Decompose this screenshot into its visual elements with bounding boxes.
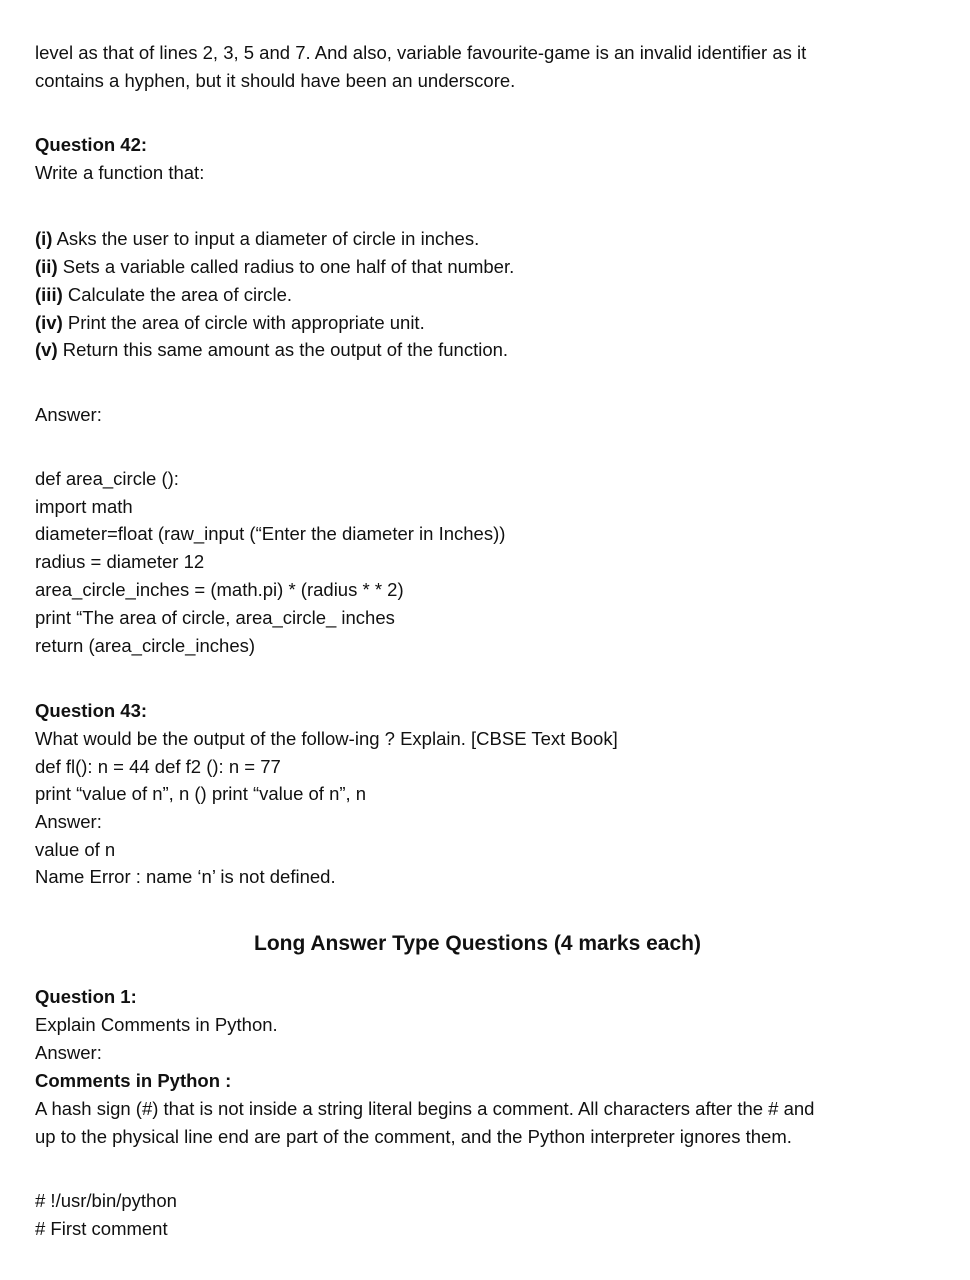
question-42-item-2 [35, 256, 514, 278]
comment-code-line: # First comment [35, 1218, 168, 1239]
code-line: area_circle_inches = (math.pi) * (radius * * 2) [35, 579, 404, 600]
question-42-prompt: Write a function that: [35, 162, 205, 183]
code-line: radius = diameter 12 [35, 551, 205, 572]
item-number: (v) [35, 339, 58, 360]
question-43-answer-line: Name Error : name ‘n’ is not defined. [35, 866, 336, 887]
question-1-paragraph-line-1: A hash sign (#) that is not inside a string literal begins a comment. All characters after the # and [35, 1098, 815, 1119]
comment-code-line: # !/usr/bin/python [35, 1190, 177, 1211]
code-line: def area_circle (): [35, 468, 179, 489]
question-42-title: Question 42: [35, 134, 148, 155]
question-1-paragraph-line-2: up to the physical line end are part of the comment, and the Python interpreter ignores them. [35, 1126, 792, 1147]
question-43-answer-label: Answer: [35, 811, 102, 832]
question-42-item-1 [35, 228, 479, 250]
item-text: Calculate the area of circle. [62, 284, 293, 305]
question-1-sub-heading: Comments in Python : [35, 1070, 232, 1091]
item-text: Sets a variable called radius to one half of that number. [57, 256, 515, 277]
question-43-line: def fl(): n = 44 def f2 (): n = 77 [35, 756, 281, 777]
item-number: (ii) [35, 256, 58, 277]
question-43-line: What would be the output of the follow-ing ? Explain. [CBSE Text Book] [35, 728, 618, 749]
item-text: Asks the user to input a diameter of circle in inches. [52, 228, 480, 249]
question-1-title: Question 1: [35, 986, 137, 1007]
question-42-item-4 [35, 312, 425, 334]
question-42-item-3 [35, 284, 292, 306]
item-number: (iii) [35, 284, 63, 305]
item-number: (i) [35, 228, 53, 249]
intro-line-1: level as that of lines 2, 3, 5 and 7. And also, variable favourite-game is an invalid identifier as it [35, 42, 807, 63]
item-text: Return this same amount as the output of the function. [57, 339, 509, 360]
question-1-prompt: Explain Comments in Python. [35, 1014, 278, 1035]
code-line: diameter=float (raw_input (“Enter the diameter in Inches)) [35, 523, 506, 544]
section-heading: Long Answer Type Questions (4 marks each) [254, 932, 701, 955]
code-line: print “The area of circle, area_circle_ inches [35, 607, 395, 628]
question-43-line: print “value of n”, n () print “value of n”, n [35, 783, 367, 804]
question-42-answer-label: Answer: [35, 404, 102, 425]
question-43-answer-line: value of n [35, 839, 116, 860]
item-number: (iv) [35, 312, 63, 333]
intro-line-2: contains a hyphen, but it should have been an underscore. [35, 70, 516, 91]
code-line: return (area_circle_inches) [35, 635, 256, 656]
code-line: import math [35, 496, 133, 517]
question-42-item-5 [35, 339, 508, 361]
question-1-answer-label: Answer: [35, 1042, 102, 1063]
question-43-title: Question 43: [35, 700, 148, 721]
item-text: Print the area of circle with appropriate unit. [62, 312, 425, 333]
